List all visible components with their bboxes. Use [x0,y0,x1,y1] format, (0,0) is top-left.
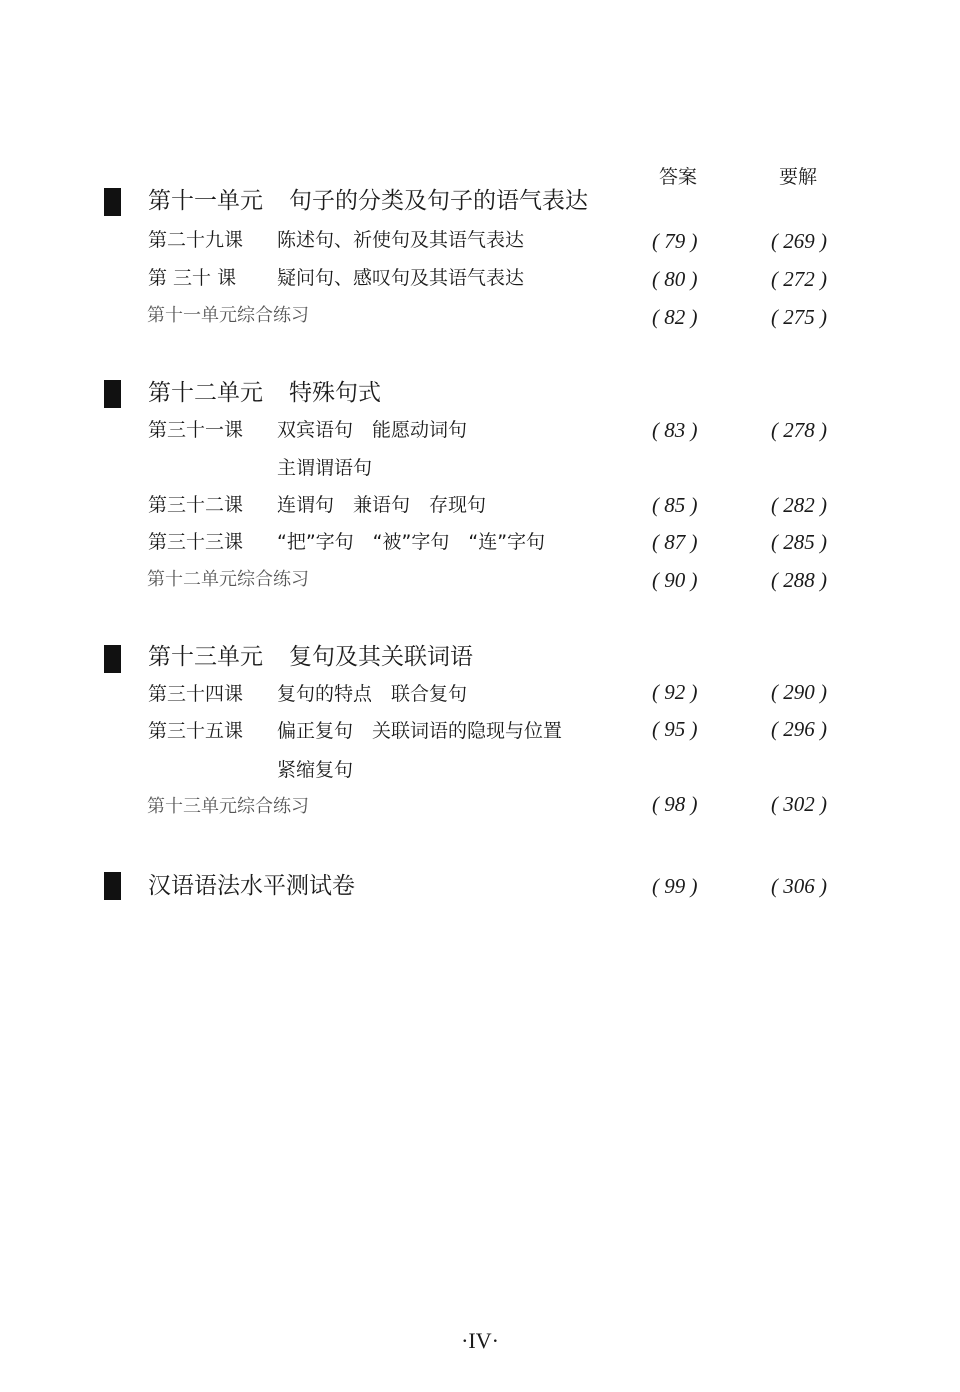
key-page: ( 288 ) [771,568,827,592]
answer-page: ( 82 ) [652,305,698,329]
unit-marker-bar [104,188,121,216]
unit-label: 第十一单元 [148,188,263,214]
lesson-title: 疑问句、感叹句及其语气表达 [277,267,525,289]
practice-entry[interactable]: 第十三单元综合练习 [147,796,309,817]
key-page: ( 306 ) [771,874,827,898]
test-heading[interactable]: 汉语语法水平测试卷 [148,873,355,899]
lesson-title: 复句的特点 联合复句 [277,683,468,705]
lesson-entry[interactable] [148,682,467,706]
key-page: ( 285 ) [771,530,827,554]
practice-entry[interactable]: 第十一单元综合练习 [147,305,309,326]
key-page: ( 278 ) [771,418,827,442]
unit-heading[interactable] [148,187,588,215]
key-page: ( 269 ) [771,229,827,253]
unit-marker-bar [104,380,121,408]
answer-page: ( 98 ) [652,792,698,816]
lesson-title: “把”字句 “被”字句 “连”字句 [277,531,546,553]
page-number: ·IV· [461,1328,499,1353]
lesson-title: 双宾语句 能愿动词句 [277,419,468,441]
answer-page: ( 85 ) [652,493,698,517]
lesson-entry[interactable] [148,418,467,442]
key-page: ( 290 ) [771,680,827,704]
column-header-key: 要解 [779,166,818,188]
lesson-title: 陈述句、祈使句及其语气表达 [277,229,525,251]
unit-label: 第十二单元 [148,380,263,406]
lesson-title-continuation: 主谓谓语句 [277,457,373,479]
lesson-entry[interactable] [148,530,545,554]
answer-page: ( 80 ) [652,267,698,291]
key-page: ( 275 ) [771,305,827,329]
unit-title: 特殊句式 [289,380,381,406]
lesson-title: 偏正复句 关联词语的隐现与位置 [277,720,563,742]
unit-marker-bar [104,872,121,900]
answer-page: ( 87 ) [652,530,698,554]
key-page: ( 272 ) [771,267,827,291]
lesson-label: 第 三十 课 [148,267,237,289]
answer-page: ( 90 ) [652,568,698,592]
lesson-label: 第三十二课 [148,494,244,516]
practice-entry[interactable]: 第十二单元综合练习 [147,569,309,590]
lesson-title-continuation: 紧缩复句 [277,759,354,781]
answer-page: ( 83 ) [652,418,698,442]
lesson-entry[interactable] [148,719,562,743]
lesson-entry[interactable] [148,266,524,290]
key-page: ( 296 ) [771,717,827,741]
lesson-label: 第三十一课 [148,419,244,441]
unit-title: 复句及其关联词语 [289,644,473,670]
answer-page: ( 79 ) [652,229,698,253]
answer-page: ( 95 ) [652,717,698,741]
unit-title: 句子的分类及句子的语气表达 [289,188,588,214]
lesson-label: 第二十九课 [148,229,244,251]
lesson-label: 第三十三课 [148,531,244,553]
lesson-entry[interactable] [148,493,486,517]
lesson-label: 第三十五课 [148,720,244,742]
key-page: ( 302 ) [771,792,827,816]
unit-marker-bar [104,645,121,673]
answer-page: ( 99 ) [652,874,698,898]
lesson-label: 第三十四课 [148,683,244,705]
column-header-answer: 答案 [659,166,698,188]
unit-heading[interactable] [148,379,381,407]
lesson-title: 连谓句 兼语句 存现句 [277,494,487,516]
unit-label: 第十三单元 [148,644,263,670]
answer-page: ( 92 ) [652,680,698,704]
lesson-entry[interactable] [148,228,524,252]
unit-heading[interactable] [148,643,473,671]
key-page: ( 282 ) [771,493,827,517]
